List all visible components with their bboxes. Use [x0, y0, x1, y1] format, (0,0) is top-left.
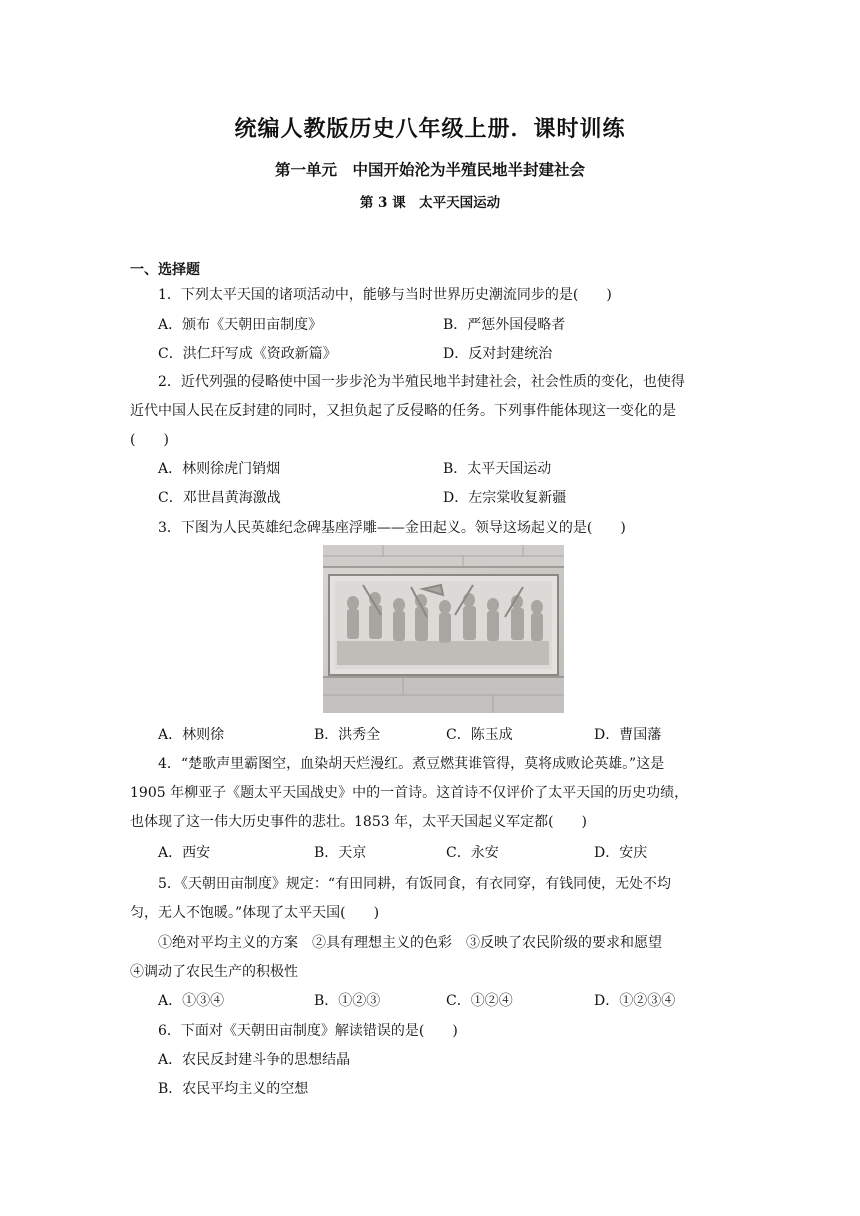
question-6-option-b: B．农民平均主义的空想: [158, 1081, 309, 1097]
question-1-option-b: B．严惩外国侵略者: [443, 317, 566, 333]
question-5-stem-line-2: 匀，无人不饱暖。”体现了太平天国( ): [130, 905, 380, 921]
question-3-option-b: B．洪秀全: [314, 727, 381, 743]
question-5-option-a: A．①③④: [158, 993, 225, 1009]
jintian-uprising-relief-illustration: [323, 545, 564, 713]
question-4-stem-line-1: 4．“楚歌声里霸图空，血染胡天烂漫红。煮豆燃萁谁管得，莫将成败论英雄。”这是: [158, 756, 665, 772]
question-3-option-c: C．陈玉成: [446, 727, 513, 743]
question-6-option-a: A．农民反封建斗争的思想结晶: [158, 1052, 351, 1068]
question-3-stem: 3．下图为人民英雄纪念碑基座浮雕——金田起义。领导这场起义的是( ): [158, 520, 626, 536]
question-1-option-c: C．洪仁玕写成《资政新篇》: [158, 346, 337, 362]
question-2-option-d: D．左宗棠收复新疆: [443, 490, 567, 506]
question-3-option-d: D．曹国藩: [594, 727, 662, 743]
question-5-option-c: C．①②④: [446, 993, 513, 1009]
question-4-stem-line-3: 也体现了这一伟大历史事件的悲壮。1853 年，太平天国起义军定都( ): [130, 814, 588, 830]
question-4-option-c: C．永安: [446, 845, 499, 861]
question-2-option-a: A．林则徐虎门销烟: [158, 461, 281, 477]
question-4-option-b: B．天京: [314, 845, 367, 861]
document-title: 统编人教版历史八年级上册．课时训练: [234, 116, 626, 142]
question-4-option-a: A．西安: [158, 845, 211, 861]
lesson-heading: 第 3 课 太平天国运动: [359, 195, 501, 211]
question-3-option-a: A．林则徐: [158, 727, 225, 743]
question-2-stem-line-3: ( ): [130, 432, 169, 448]
question-2-stem-line-1: 2．近代列强的侵略使中国一步步沦为半殖民地半封建社会，社会性质的变化，也使得: [158, 374, 685, 390]
question-4-stem-line-2: 1905 年柳亚子《题太平天国战史》中的一首诗。这首诗不仅评价了太平天国的历史功绩，: [130, 785, 689, 801]
question-1-option-a: A．颁布《天朝田亩制度》: [158, 317, 323, 333]
section-heading: 一、选择题: [130, 262, 200, 278]
question-2-option-c: C．邓世昌黄海激战: [158, 490, 281, 506]
question-5-option-b: B．①②③: [314, 993, 381, 1009]
relief-sculpture-image: [323, 545, 564, 713]
question-1-option-d: D．反对封建统治: [443, 346, 553, 362]
unit-heading: 第一单元 中国开始沦为半殖民地半封建社会: [274, 160, 585, 179]
question-1-stem: 1．下列太平天国的诸项活动中，能够与当时世界历史潮流同步的是( ): [158, 287, 612, 303]
question-5-statements-line-1: ①绝对平均主义的方案 ②具有理想主义的色彩 ③反映了农民阶级的要求和愿望: [158, 935, 662, 951]
question-2-option-b: B．太平天国运动: [443, 461, 552, 477]
question-5-statements-line-2: ④调动了农民生产的积极性: [130, 964, 298, 980]
question-2-stem-line-2: 近代中国人民在反封建的同时，又担负起了反侵略的任务。下列事件能体现这一变化的是: [130, 403, 676, 419]
question-4-option-d: D．安庆: [594, 845, 648, 861]
question-5-stem-line-1: 5．《天朝田亩制度》规定：“有田同耕，有饭同食，有衣同穿，有钱同使，无处不均: [158, 876, 672, 892]
question-5-option-d: D．①②③④: [594, 993, 676, 1009]
question-6-stem: 6．下面对《天朝田亩制度》解读错误的是( ): [158, 1023, 458, 1039]
